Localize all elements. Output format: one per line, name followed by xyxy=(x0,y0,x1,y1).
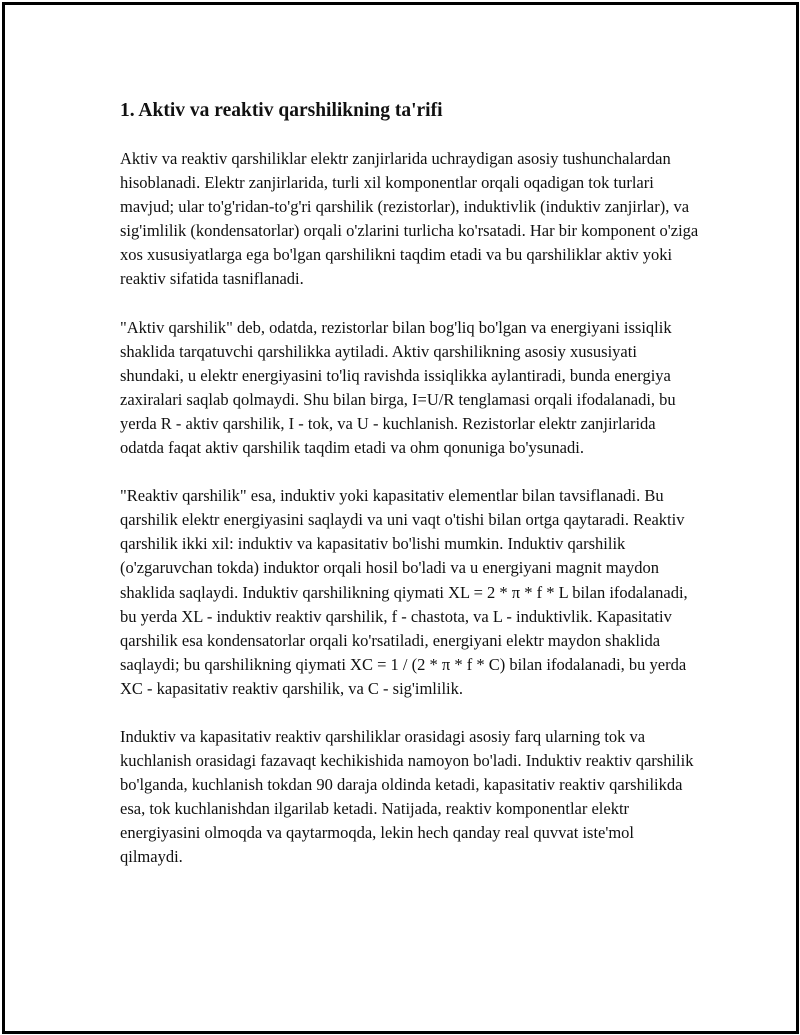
document-body xyxy=(120,93,700,894)
paragraph-intro: Aktiv va reaktiv qarshiliklar elektr zanjirlarida uchraydigan asosiy tushunchalardan hisoblanadi. Elektr zanjirlarida, turli xil komponentlar orqali oqadigan tok turlari mavjud; ular to'g'ridan-to'g'ri qarshilik (rezistorlar), induktivlik (induktiv zanjirlar), va sig'imlilik (kondensatorlar) orqali o'zlarini turlicha ko'rsatadi. Har bir komponent o'ziga xos xususiyatlarga ega bo'lgan qarshilikni taqdim etadi va bu qarshiliklar aktiv yoki reaktiv sifatida tasniflanadi. xyxy=(120,149,699,289)
paragraph-phase-difference: Induktiv va kapasitativ reaktiv qarshiliklar orasidagi asosiy farq ularning tok va kuchlanish orasidagi fazavaqt kechikishida namoyon bo'ladi. Induktiv reaktiv qarshilik bo'lganda, kuchlanish tokdan 90 daraja oldinda ketadi, kapasitativ reaktiv qarshilikda esa, tok kuchlanishdan ilgarilab ketadi. Natijada, reaktiv komponentlar elektr energiyasini olmoqda va qaytarmoqda, lekin hech qanday real quvvat iste'mol qilmaydi. xyxy=(120,726,694,867)
document-page xyxy=(2,2,799,1034)
paragraph-reactive-resistance: "Reaktiv qarshilik" esa, induktiv yoki kapasitativ elementlar bilan tavsiflanadi. Bu qarshilik elektr energiyasini saqlaydi va uni vaqt o'tishi bilan ortga qaytaradi. Reaktiv qarshilik ikki xil: induktiv va kapasitativ bo'lishi mumkin. Induktiv qarshilik (o'zgaruvchan tokda) induktor orqali hosil bo'ladi va u energiyani magnit maydon shaklida saqlaydi. Induktiv qarshilikning qiymati XL = 2 * π * f * L bilan ifodalanadi, bu yerda XL - induktiv reaktiv qarshilik, f - chastota, va L - induktivlik. Kapasitativ qarshilik esa kondensatorlar orqali ko'rsatiladi, energiyani elektr maydon shaklida saqlaydi; bu qarshilikning qiymati XC = 1 / (2 * π * f * C) bilan ifodalanadi, bu yerda XC - kapasitativ reaktiv qarshilik, va C - sig'imlilik. xyxy=(120,486,688,698)
section-heading: 1. Aktiv va reaktiv qarshilikning ta'rifi xyxy=(120,100,443,121)
paragraph-active-resistance: "Aktiv qarshilik" deb, odatda, rezistorlar bilan bog'liq bo'lgan va energiyani issiqlik shaklida tarqatuvchi qarshilikka aytiladi. Aktiv qarshilikning asosiy xususiyati shundaki, u elektr energiyasini to'liq ravishda issiqlikka aylantiradi, bunda energiya zaxiralari saqlab qolmaydi. Shu bilan birga, I=U/R tenglamasi orqali ifodalanadi, bu yerda R - aktiv qarshilik, I - tok, va U - kuchlanish. Rezistorlar elektr zanjirlarida odatda faqat aktiv qarshilik taqdim etadi va ohm qonuniga bo'ysunadi. xyxy=(120,317,676,458)
